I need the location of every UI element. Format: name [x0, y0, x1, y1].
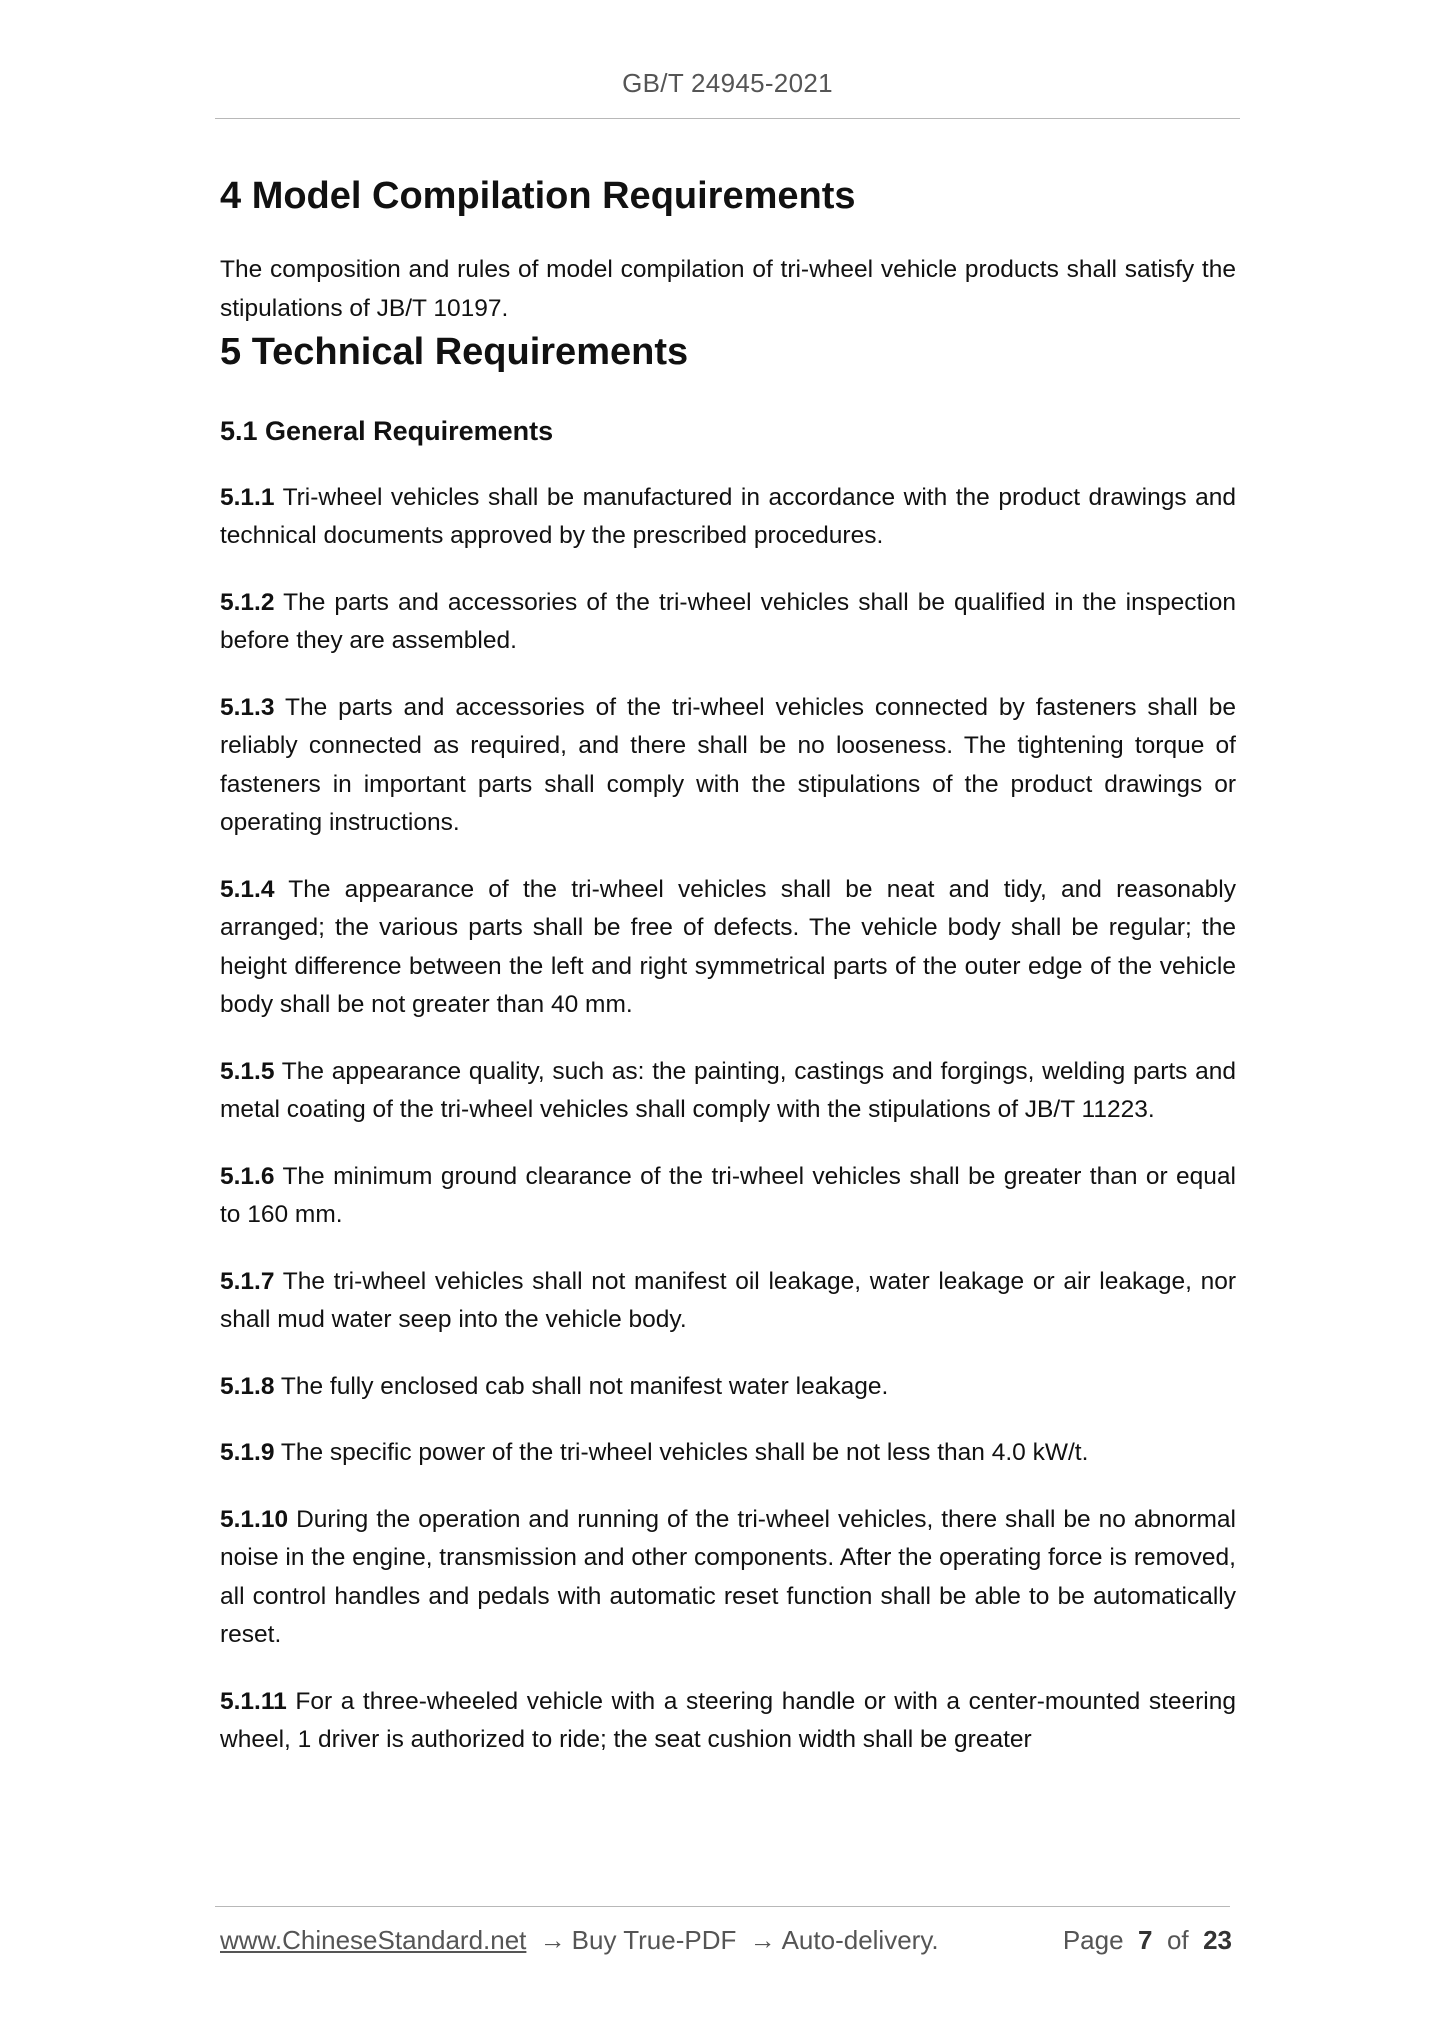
- total-page-count: 23: [1203, 1925, 1232, 1955]
- footer-promo: [220, 1925, 939, 1956]
- clause-5-1-4: [220, 871, 1236, 1025]
- current-page-number: 7: [1138, 1925, 1153, 1955]
- clause-number: 5.1.10: [220, 1505, 289, 1533]
- clause-5-1-2: [220, 584, 1236, 661]
- clause-number: 5.1.9: [220, 1439, 275, 1467]
- page-header: GB/T 24945-2021: [622, 68, 833, 98]
- clause-5-1-9: [220, 1434, 1236, 1473]
- clause-text: The specific power of the tri-wheel vehicles shall be not less than 4.0 kW/t.: [280, 1439, 1089, 1467]
- clause-number: 5.1.5: [220, 1057, 275, 1085]
- clause-number: 5.1.4: [220, 875, 275, 903]
- clause-number: 5.1.6: [220, 1162, 275, 1190]
- clause-text: Tri-wheel vehicles shall be manufactured in accordance with the product drawings and technical documents approved by the prescribed procedures.: [220, 483, 1236, 550]
- clause-text: During the operation and running of the tri-wheel vehicles, there shall be no abnormal noise in the engine, transmission and other components. After the operating force is removed, all control handles and pedals with automatic reset function shall be able to be automatically reset.: [220, 1505, 1236, 1649]
- clause-number: 5.1.8: [220, 1372, 275, 1400]
- arrow-right-icon: →: [749, 1925, 776, 1955]
- clause-5-1-1: [220, 479, 1236, 556]
- section-4-heading: 4 Model Compilation Requirements: [220, 175, 856, 217]
- clause-5-1-5: [220, 1053, 1236, 1130]
- clause-number: 5.1.3: [220, 693, 275, 721]
- clause-5-1-8: [220, 1368, 1236, 1407]
- page-word: Page: [1062, 1925, 1124, 1955]
- clause-text: The tri-wheel vehicles shall not manifest oil leakage, water leakage or air leakage, nor shall mud water seep into the vehicle body.: [220, 1267, 1236, 1334]
- arrow-right-icon: →: [539, 1925, 566, 1955]
- subsection-5-1-heading: 5.1 General Requirements: [220, 415, 554, 446]
- buy-text: Buy True-PDF: [571, 1925, 737, 1955]
- clause-5-1-7: [220, 1263, 1236, 1340]
- document-body: [220, 172, 1236, 1760]
- clause-5-1-6: [220, 1158, 1236, 1235]
- page-indicator: [1063, 1925, 1232, 1956]
- clause-number: 5.1.7: [220, 1267, 275, 1295]
- clause-number: 5.1.2: [220, 588, 275, 616]
- of-word: of: [1166, 1925, 1189, 1955]
- website-link[interactable]: www.ChineseStandard.net: [220, 1925, 527, 1955]
- clause-number: 5.1.11: [220, 1687, 287, 1715]
- clause-text: The appearance of the tri-wheel vehicles shall be neat and tidy, and reasonably arranged; the various parts shall be free of defects. The vehicle body shall be regular; the height difference between the left and right symmetrical parts of the outer edge of the vehicle body shall be not greater than 40 mm.: [220, 875, 1236, 1019]
- section-4-paragraph: The composition and rules of model compilation of tri-wheel vehicle products shall satisfy the stipulations of JB/T 10197.: [220, 256, 1236, 322]
- clause-text: For a three-wheeled vehicle with a steering handle or with a center-mounted steering wheel, 1 driver is authorized to ride; the seat cushion width shall be greater: [220, 1687, 1236, 1754]
- clause-text: The minimum ground clearance of the tri-wheel vehicles shall be greater than or equal to 160 mm.: [220, 1162, 1236, 1229]
- clause-5-1-11: [220, 1683, 1236, 1760]
- clause-text: The fully enclosed cab shall not manifest water leakage.: [280, 1372, 889, 1400]
- clause-text: The parts and accessories of the tri-wheel vehicles shall be qualified in the inspection before they are assembled.: [220, 588, 1236, 655]
- clause-5-1-10: [220, 1501, 1236, 1655]
- clause-number: 5.1.1: [220, 483, 275, 511]
- clause-5-1-3: [220, 689, 1236, 843]
- clause-text: The appearance quality, such as: the painting, castings and forgings, welding parts and metal coating of the tri-wheel vehicles shall comply with the stipulations of JB/T 11223.: [220, 1057, 1236, 1124]
- section-5-heading: 5 Technical Requirements: [220, 331, 689, 374]
- header-divider: [215, 118, 1240, 119]
- delivery-text: Auto-delivery.: [781, 1925, 939, 1955]
- footer-divider: [215, 1906, 1230, 1907]
- clause-text: The parts and accessories of the tri-wheel vehicles connected by fasteners shall be reliably connected as required, and there shall be no looseness. The tightening torque of fasteners in important parts shall comply with the stipulations of the product drawings or operating instructions.: [220, 693, 1236, 837]
